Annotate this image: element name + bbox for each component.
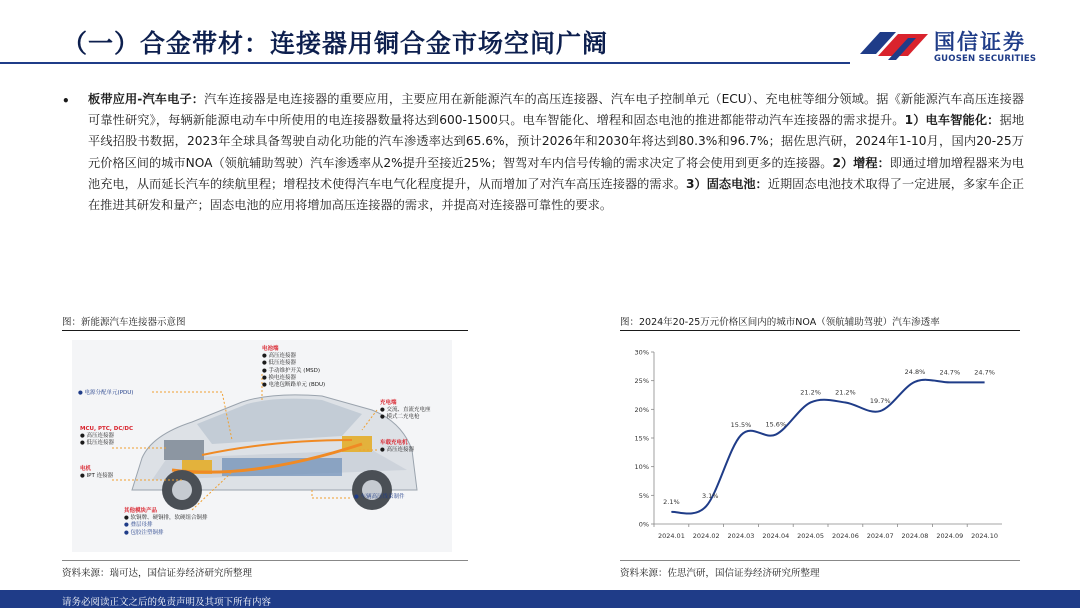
x-tick-label: 2024.07 xyxy=(866,532,894,540)
guosen-logo xyxy=(858,24,1038,66)
x-tick-label: 2024.09 xyxy=(936,532,964,540)
segment-heading-auto-electronics: 板带应用-汽车电子： xyxy=(88,92,205,106)
label-battery-side xyxy=(262,346,325,389)
label-onboard-title: 车载充电机 xyxy=(380,440,408,446)
figure-left-top-rule xyxy=(62,330,468,331)
data-label: 21.2% xyxy=(800,388,821,397)
y-tick-label: 25% xyxy=(634,377,649,386)
label-module-title: 其他模块产品 xyxy=(124,508,158,514)
x-tick-label: 2024.03 xyxy=(727,532,755,540)
label-pdu: ● 电源分配单元(PDU) xyxy=(78,390,134,396)
y-tick-label: 20% xyxy=(634,405,649,414)
x-tick-label: 2024.10 xyxy=(971,532,999,540)
figure-right-top-rule xyxy=(620,330,1020,331)
title-divider xyxy=(0,62,850,64)
label-modules xyxy=(124,508,208,537)
figure-right-source: 资料来源：佐思汽研，国信证券经济研究所整理 xyxy=(620,568,820,579)
figure-left-caption: 图：新能源汽车连接器示意图 xyxy=(62,317,186,328)
segment-text-auto-electronics: 汽车连接器是电连接器的重要应用，主要应用在新能源汽车的高压连接器、汽车电子控制单元（ECU）、充电桩等细分领域。据《新能源汽车高压连接器可靠性研究》，每辆新能源电动车中所使用的电连接器数量将达到600-1500只。电车智能化、增程和固态电池的推进都能带动汽车连接器的需求提升。 xyxy=(88,92,1025,128)
data-label: 3.1% xyxy=(701,492,719,501)
label-charge-side xyxy=(380,400,431,422)
data-label: 24.8% xyxy=(904,367,926,376)
x-tick-label: 2024.01 xyxy=(657,532,685,540)
line-chart-svg xyxy=(622,340,1012,550)
segment-text-solid-battery: 近期固态电池技术取得了一定进展，多家车企正在推进其研发和量产；固态电池的应用将增加高压连接器的需求，并提高对连接器可靠性的要求。 xyxy=(88,176,1025,213)
label-onboard-item: ● 高压连接器 xyxy=(380,447,415,454)
segment-heading-range-extender: 2）增程： xyxy=(832,155,890,170)
label-battery-item: ● 高压连接器 xyxy=(262,353,297,360)
x-tick-label: 2024.04 xyxy=(762,532,790,540)
data-label: 15.5% xyxy=(730,421,752,430)
segment-heading-solid-battery: 3）固态电池： xyxy=(686,176,768,191)
bullet-marker: • xyxy=(62,94,70,108)
data-label: 19.7% xyxy=(869,397,891,406)
logo-text-cn: 国信证券 xyxy=(934,30,1026,54)
label-ecu xyxy=(80,426,133,448)
segment-text-range-extender: 即通过增加增程器来为电池充电，从而延长汽车的续航里程；增程技术使得汽车电气化程度提升，从而增加了对汽车高压连接器的需求。 xyxy=(88,155,1024,191)
figure-right-bottom-rule xyxy=(620,560,1020,561)
data-label: 24.7% xyxy=(939,368,961,377)
figure-left-source: 资料来源：瑞可达，国信证券经济研究所整理 xyxy=(62,568,253,579)
x-tick-label: 2024.06 xyxy=(831,532,859,540)
data-label: 21.2% xyxy=(835,388,856,397)
label-motor-title: 电机 xyxy=(80,466,92,472)
label-onboard-charger xyxy=(380,440,414,454)
data-label: 24.7% xyxy=(974,368,995,377)
label-motor-item: ● IPT 连接器 xyxy=(80,473,114,480)
x-tick-label: 2024.05 xyxy=(797,532,825,540)
y-tick-label: 10% xyxy=(634,463,649,472)
y-tick-label: 30% xyxy=(634,348,649,357)
body-paragraph xyxy=(88,89,1024,216)
label-module-item: ● 软铜牌、硬铜排，软硬组合铜排 xyxy=(124,515,208,522)
data-label: 15.6% xyxy=(765,420,787,429)
label-battery-item: ● 手动维护开关 (MSD) xyxy=(262,367,321,374)
label-module-item: ● 包胶注塑铜排 xyxy=(124,529,164,536)
footer-disclaimer: 请务必阅读正文之后的免责声明及其项下所有内容 xyxy=(62,597,272,608)
x-tick-label: 2024.08 xyxy=(901,532,929,540)
label-battery-item: ● 低压连接器 xyxy=(262,360,297,367)
guosen-logo-icon xyxy=(858,24,930,64)
x-tick-label: 2024.02 xyxy=(692,532,720,540)
figure-left-bottom-rule xyxy=(62,560,468,561)
segment-heading-intelligence: 1）电车智能化： xyxy=(904,113,1000,128)
label-module-item: ● 叠层母排 xyxy=(124,522,153,529)
page-title: （一）合金带材：连接器用铜合金市场空间广阔 xyxy=(62,29,609,58)
label-motor xyxy=(80,466,113,480)
data-label: 2.1% xyxy=(663,497,680,506)
y-tick-label: 15% xyxy=(634,434,649,443)
label-charge-item: ● 模式二充电枪 xyxy=(380,414,420,421)
y-tick-label: 5% xyxy=(638,491,649,500)
label-battery-item: ● 换电连接器 xyxy=(262,374,297,381)
label-ecu-title: MCU, PTC, DC/DC xyxy=(80,426,134,432)
label-ecu-item: ● 低压连接器 xyxy=(80,440,115,447)
label-charge-item: ● 交流、直流充电座 xyxy=(380,407,431,414)
label-battery-item: ● 电池包断路单元 (BDU) xyxy=(262,382,326,389)
segment-text-intelligence: 据地平线招股书数据，2023年全球具备驾驶自动化功能的汽车渗透率达到65.6%，预计2026年和2030年将达到80.3%和96.7%；据佐思汽研，2024年1-10月，国内20-25万元价格区间的城市NOA（领航辅助驾驶）汽车渗透率从2%提升至接近25%；智驾对车内信号传输的需求决定了将会使用到更多的连接器。 xyxy=(88,113,1025,170)
y-tick-label: 0% xyxy=(638,520,649,529)
noa-penetration-chart xyxy=(622,340,1012,550)
logo-text-en: GUOSEN SECURITIES xyxy=(934,54,1037,64)
label-battery-title: 电池端 xyxy=(262,346,279,352)
label-harness: ● 车辆高压线束制件 xyxy=(354,494,405,500)
label-charge-title: 充电端 xyxy=(380,400,397,406)
figure-right-caption: 图：2024年20-25万元价格区间内的城市NOA（领航辅助驾驶）汽车渗透率 xyxy=(620,317,940,328)
ev-connector-diagram xyxy=(72,340,452,552)
label-ecu-item: ● 高压连接器 xyxy=(80,433,115,440)
